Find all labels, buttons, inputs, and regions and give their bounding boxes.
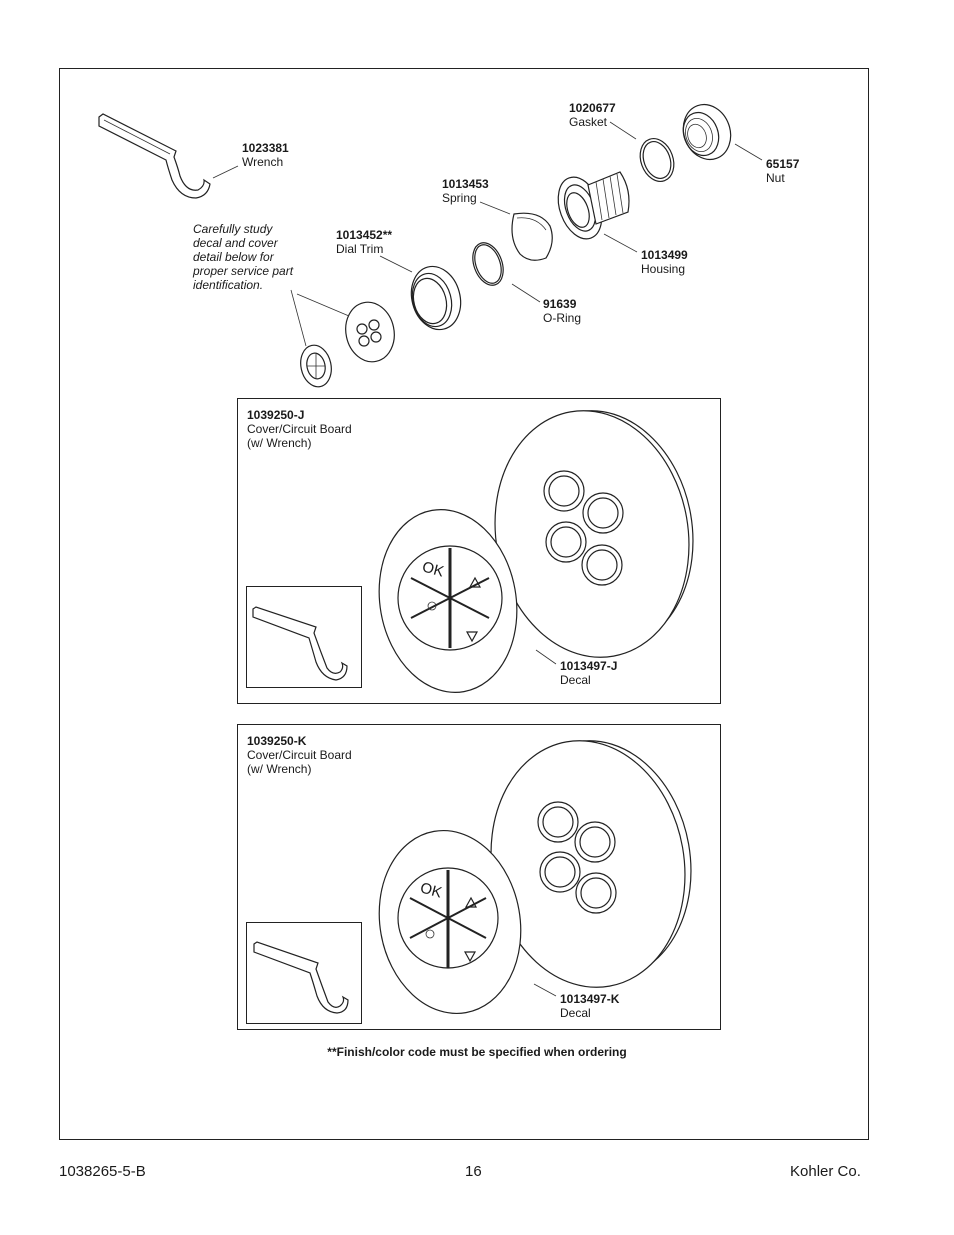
label-nut (766, 157, 799, 185)
kit-k-decal-name: Decal (560, 1006, 591, 1020)
spring-drawing (512, 213, 552, 260)
kit-j-line2: (w/ Wrench) (247, 436, 312, 450)
service-note: Carefully study decal and cover detail below for proper service part identification. (193, 222, 294, 292)
nut-part-number: 65157 (766, 157, 800, 171)
kit-k-line1: Cover/Circuit Board (247, 748, 352, 762)
housing-part-number: 1013499 (641, 248, 688, 262)
leader-housing (604, 234, 637, 252)
oring-part-name: O-Ring (543, 311, 582, 325)
footer-doc-number: 1038265-5-B (59, 1163, 146, 1180)
kit-k-wrench-inset (246, 922, 362, 1024)
kit-k-label (247, 734, 352, 776)
leader-oring (512, 284, 540, 302)
nut-part-name: Nut (766, 171, 785, 185)
kit-j-line1: Cover/Circuit Board (247, 422, 352, 436)
footer-company: Kohler Co. (790, 1163, 861, 1180)
housing-part-name: Housing (641, 262, 686, 276)
leader-dial-trim (380, 256, 412, 272)
dial-trim-drawing (405, 261, 468, 335)
kit-j-ok-text: OK (420, 558, 446, 581)
nut-drawing (676, 98, 738, 166)
footer-page-number: 16 (465, 1163, 482, 1180)
wrench-part-number: 1023381 (242, 141, 289, 155)
label-oring (543, 297, 581, 325)
housing-drawing (550, 171, 629, 245)
ordering-note: **Finish/color code must be specified when ordering (327, 1045, 627, 1059)
label-wrench (242, 141, 289, 169)
kit-j-label (247, 408, 352, 450)
kit-j-number: 1039250-J (247, 408, 305, 422)
label-housing (641, 248, 688, 276)
wrench-part-name: Wrench (242, 155, 284, 169)
oring-drawing (467, 239, 508, 290)
label-dial-trim (336, 228, 392, 256)
leader-wrench (213, 166, 238, 178)
kit-j-decal-name: Decal (560, 673, 591, 687)
kit-k-ok-text: OK (418, 879, 444, 902)
kit-k-decal-number: 1013497-K (560, 992, 620, 1006)
spring-part-name: Spring (442, 191, 477, 205)
label-spring (442, 177, 489, 205)
kit-j-wrench-inset (246, 586, 362, 688)
oring-part-number: 91639 (543, 297, 577, 311)
dial-trim-part-name: Dial Trim (336, 242, 384, 256)
kit-k-number: 1039250-K (247, 734, 307, 748)
leader-note (291, 290, 349, 346)
spring-part-number: 1013453 (442, 177, 489, 191)
kit-j-decal-label (560, 659, 617, 687)
wrench-drawing (99, 114, 210, 198)
kit-k-decal-label (560, 992, 619, 1020)
gasket-part-name: Gasket (569, 115, 608, 129)
kit-k-line2: (w/ Wrench) (247, 762, 312, 776)
gasket-part-number: 1020677 (569, 101, 616, 115)
label-gasket (569, 101, 616, 129)
leader-nut (735, 144, 762, 160)
dial-trim-part-number: 1013452** (336, 228, 393, 242)
small-cover-drawing (340, 298, 399, 367)
kit-j-decal-number: 1013497-J (560, 659, 618, 673)
small-decal-drawing (297, 342, 335, 389)
gasket-drawing (634, 134, 679, 186)
